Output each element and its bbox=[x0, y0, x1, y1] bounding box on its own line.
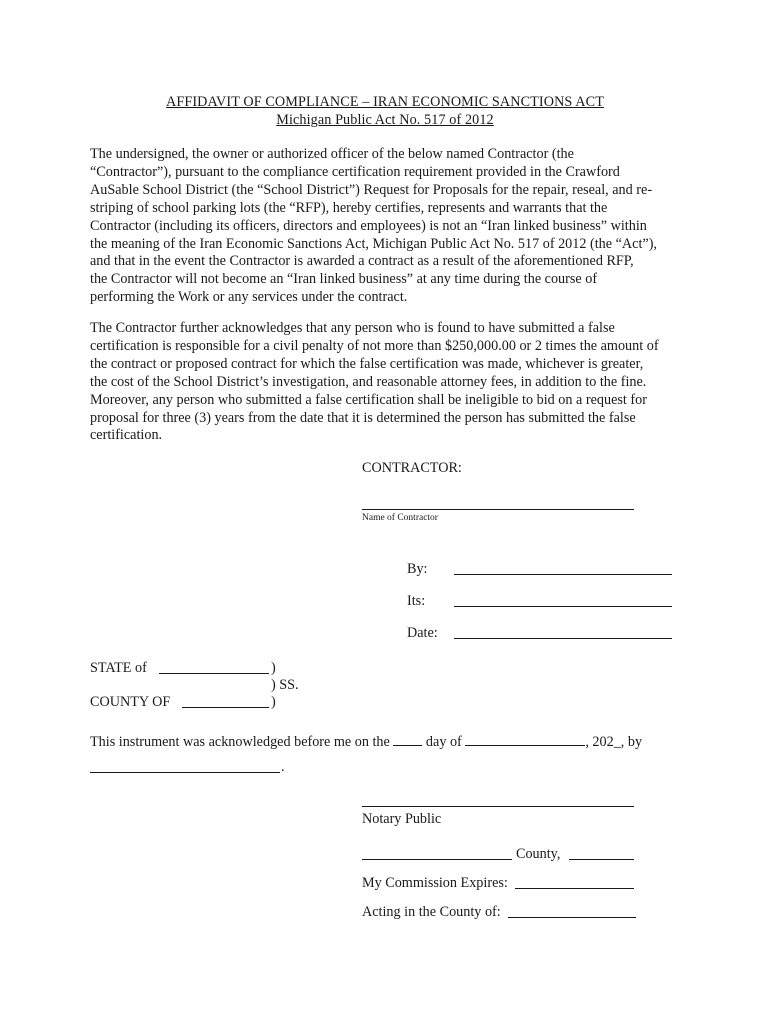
paragraph-line: the Contractor will not become an “Iran linked business” at any time during the course of bbox=[90, 271, 598, 288]
paragraph-line: certification. bbox=[90, 427, 163, 444]
acknowledgment-text-3: , 202_, by bbox=[585, 734, 643, 750]
state-line[interactable] bbox=[159, 673, 269, 674]
paragraph-line: the cost of the School District’s investigation, and reasonable attorney fees, in addition to the fine. bbox=[90, 373, 647, 390]
acknowledged-by-line[interactable] bbox=[90, 772, 280, 773]
paragraph-line: performing the Work or any services under the contract. bbox=[90, 289, 408, 306]
acknowledgment-text-2: day of bbox=[425, 734, 462, 750]
paragraph-line: the contract or proposed contract for which the false certification was made, whichever is greater, bbox=[90, 355, 644, 372]
contractor-heading: CONTRACTOR: bbox=[362, 460, 462, 476]
paragraph-line: Contractor (including its officers, directors and employees) is not an “Iran linked business” within bbox=[90, 217, 647, 234]
county-line[interactable] bbox=[182, 707, 269, 708]
county-label: COUNTY OF bbox=[90, 694, 171, 710]
document-subtitle: Michigan Public Act No. 517 of 2012 bbox=[276, 112, 494, 128]
commission-expires-line[interactable] bbox=[515, 888, 634, 889]
paragraph-line: the meaning of the Iran Economic Sanctions Act, Michigan Public Act No. 517 of 2012 (the “Act”), bbox=[90, 235, 657, 252]
acting-county-label: Acting in the County of: bbox=[362, 904, 501, 920]
paragraph-line: certification is responsible for a civil penalty of not more than $250,000.00 or 2 times the amount of bbox=[90, 337, 659, 354]
acknowledgment-text-1: This instrument was acknowledged before me on the bbox=[90, 734, 390, 750]
date-label: Date: bbox=[407, 625, 438, 641]
document-title: AFFIDAVIT OF COMPLIANCE – IRAN ECONOMIC SANCTIONS ACT bbox=[166, 94, 604, 110]
state-label: STATE of bbox=[90, 660, 147, 676]
by-label: By: bbox=[407, 561, 428, 577]
certification-paragraph bbox=[90, 146, 680, 307]
paragraph-line: proposal for three (3) years from the date that it is determined the person has submitted the false bbox=[90, 409, 636, 426]
paragraph-line: striping of school parking lots (the “RFP), hereby certifies, represents and warrants that the bbox=[90, 199, 608, 216]
month-blank[interactable] bbox=[465, 731, 585, 746]
paragraph-line: Moreover, any person who submitted a false certification shall be ineligible to bid on a request for bbox=[90, 391, 647, 408]
county-paren: ) bbox=[271, 694, 276, 710]
acknowledgment-period: . bbox=[281, 759, 285, 775]
acknowledgment-line bbox=[90, 731, 642, 751]
day-blank[interactable] bbox=[393, 731, 422, 746]
notary-state-line[interactable] bbox=[569, 859, 634, 860]
date-line[interactable] bbox=[454, 638, 672, 639]
its-label: Its: bbox=[407, 593, 426, 609]
acting-county-line[interactable] bbox=[508, 917, 636, 918]
commission-expires-label: My Commission Expires: bbox=[362, 875, 508, 891]
notary-county-label: County, bbox=[516, 846, 561, 862]
notary-signature-line[interactable] bbox=[362, 806, 634, 807]
notary-public-label: Notary Public bbox=[362, 811, 442, 827]
by-signature-line[interactable] bbox=[454, 574, 672, 575]
paragraph-line: “Contractor”), pursuant to the compliance certification requirement provided in the Crawford bbox=[90, 163, 620, 180]
paragraph-line: AuSable School District (the “School District”) Request for Proposals for the repair, reseal, and re- bbox=[90, 181, 653, 198]
contractor-name-caption: Name of Contractor bbox=[362, 513, 438, 523]
paragraph-line: and that in the event the Contractor is awarded a contract as a result of the aforementioned RFP, bbox=[90, 253, 634, 270]
paragraph-line: The undersigned, the owner or authorized officer of the below named Contractor (the bbox=[90, 146, 574, 162]
penalty-paragraph bbox=[90, 320, 680, 445]
paragraph-line: The Contractor further acknowledges that any person who is found to have submitted a false bbox=[90, 320, 615, 336]
ss-label: ) SS. bbox=[271, 677, 299, 693]
notary-county-line[interactable] bbox=[362, 859, 512, 860]
contractor-name-line[interactable] bbox=[362, 509, 634, 510]
state-paren: ) bbox=[271, 660, 276, 676]
its-title-line[interactable] bbox=[454, 606, 672, 607]
